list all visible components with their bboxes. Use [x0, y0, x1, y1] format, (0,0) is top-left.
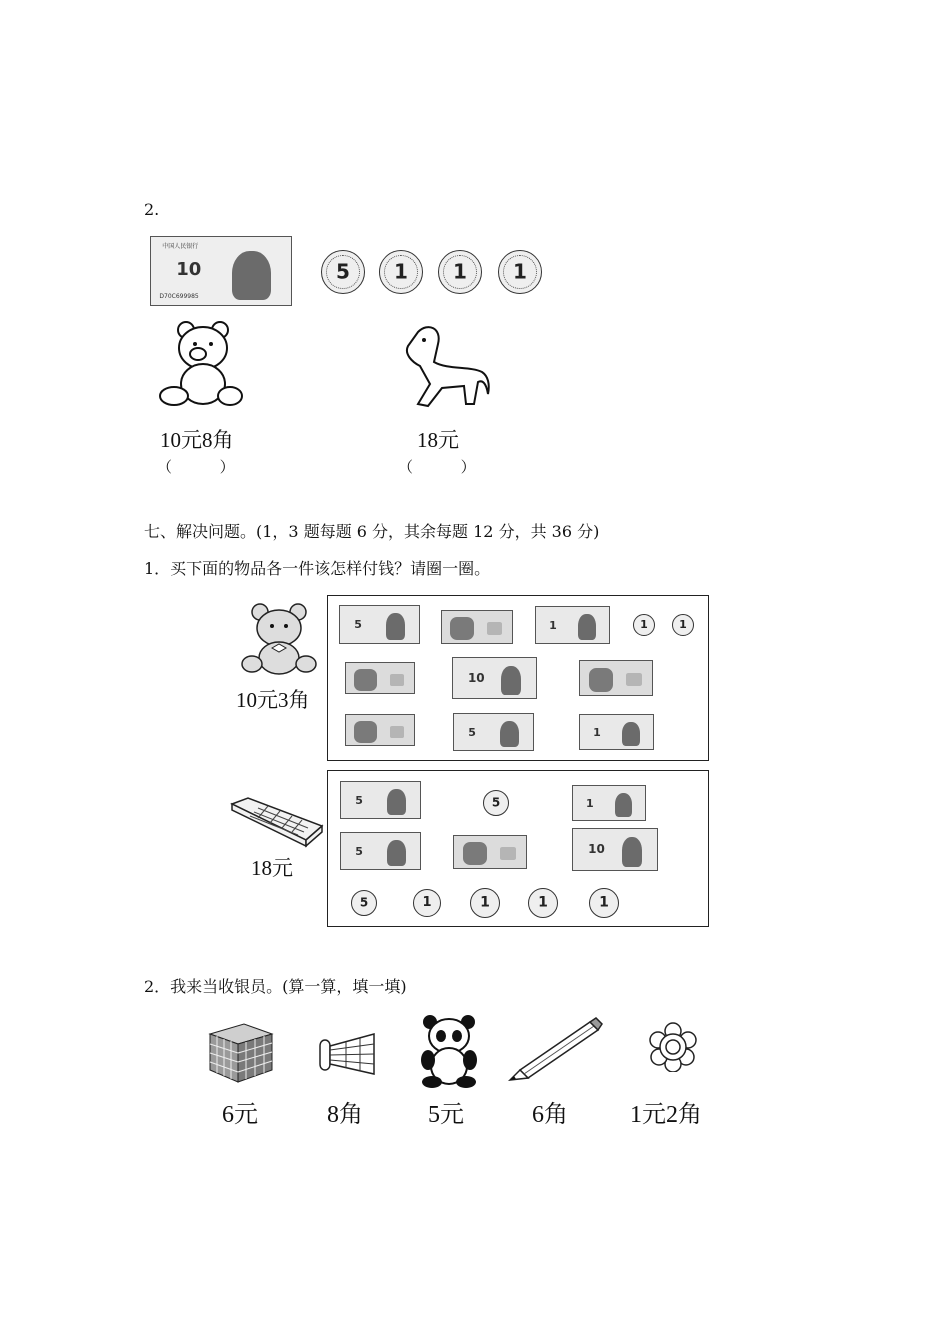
- price-label: 1元2角: [630, 1102, 702, 1128]
- banknote[interactable]: 5: [339, 605, 420, 644]
- banknote[interactable]: [579, 660, 653, 696]
- banknote[interactable]: [453, 835, 527, 869]
- panda-icon: [418, 1014, 480, 1088]
- flower-eraser-icon: [648, 1022, 698, 1072]
- banknote[interactable]: 1: [579, 714, 654, 750]
- banknote[interactable]: [441, 610, 513, 644]
- price-label: 6元: [222, 1102, 258, 1128]
- banknote[interactable]: 10: [452, 657, 537, 699]
- price-label: 10元3角: [236, 688, 310, 712]
- pencil-icon: [506, 1016, 604, 1082]
- question-1-text: 1．买下面的物品各一件该怎样付钱？请圈一圈。: [144, 559, 491, 578]
- answer-blank[interactable]: （ ）: [398, 458, 476, 476]
- banknote[interactable]: 5: [340, 781, 421, 819]
- coin[interactable]: 1: [589, 888, 619, 918]
- coin-1-yuan: 1: [498, 250, 542, 294]
- price-label: 6角: [532, 1102, 568, 1128]
- price-label: 18元: [417, 428, 459, 452]
- section-heading: 七、解决问题。(1，3 题每题 6 分，其余每题 12 分，共 36 分): [144, 522, 600, 541]
- teddy-bear-icon: [158, 318, 244, 412]
- price-label: 18元: [251, 856, 293, 880]
- price-label: 10元8角: [160, 428, 234, 452]
- banknote-serial: D70C699985: [159, 292, 199, 300]
- portrait: [232, 251, 271, 300]
- coin[interactable]: 1: [528, 888, 558, 918]
- shuttlecock-icon: [318, 1030, 376, 1078]
- horse-icon: [398, 322, 494, 410]
- rubiks-cube-icon: [208, 1022, 274, 1084]
- coin-1-yuan: 1: [438, 250, 482, 294]
- banknote[interactable]: 1: [572, 785, 646, 821]
- banknote[interactable]: [345, 662, 415, 694]
- coin[interactable]: 1: [470, 888, 500, 918]
- coin-1-yuan: 1: [379, 250, 423, 294]
- calculator-icon: [228, 796, 324, 848]
- coin[interactable]: 1: [413, 889, 441, 917]
- banknote-denomination: 10: [176, 258, 202, 280]
- coin[interactable]: 5: [483, 790, 509, 816]
- banknote[interactable]: 5: [453, 713, 534, 751]
- banknote[interactable]: 10: [572, 828, 658, 871]
- coin-5-jiao: 5: [321, 250, 365, 294]
- coin[interactable]: 1: [633, 614, 655, 636]
- price-label: 8角: [327, 1102, 363, 1128]
- price-label: 5元: [428, 1102, 464, 1128]
- question-number: 2.: [144, 200, 160, 219]
- question-2-text: 2．我来当收银员。(算一算，填一填): [144, 977, 407, 996]
- banknote[interactable]: [345, 714, 415, 746]
- banknote[interactable]: 5: [340, 832, 421, 870]
- answer-blank[interactable]: （ ）: [157, 458, 235, 476]
- banknote-header: 中国人民银行: [162, 243, 199, 251]
- teddy-bear-icon: [240, 602, 318, 676]
- coin[interactable]: 1: [672, 614, 694, 636]
- banknote-10-yuan: [150, 236, 292, 306]
- coin[interactable]: 5: [351, 890, 377, 916]
- banknote[interactable]: 1: [535, 606, 610, 644]
